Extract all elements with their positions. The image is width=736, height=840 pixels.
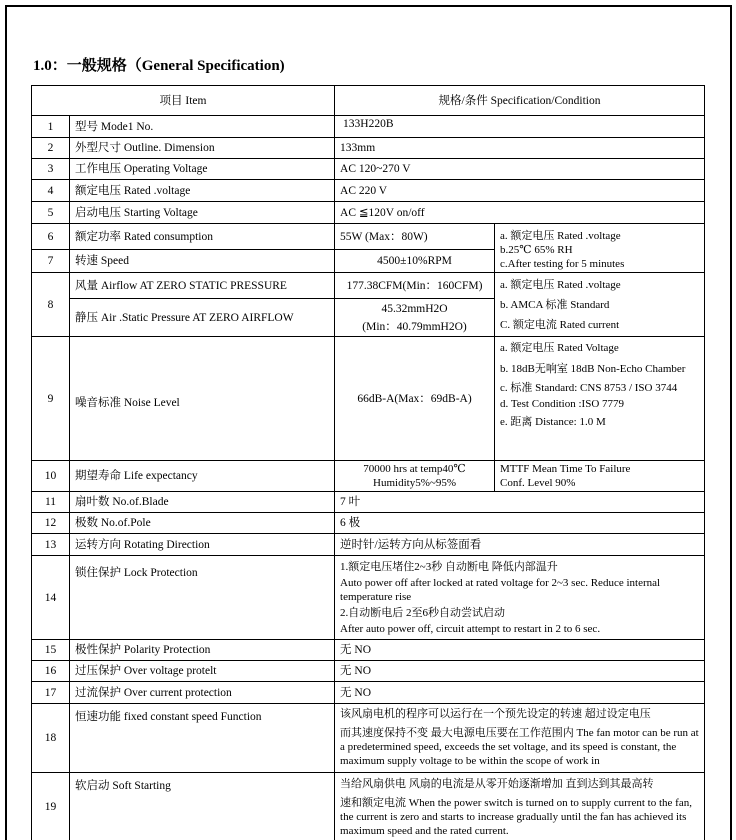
note-line: Conf. Level 90% (500, 477, 576, 489)
spec-line: 速和额定电流 When the power switch is turned on to supply current to the fan, the current is zero and starts to increase gradually until the fan has achieved its maximum speed and the rated current. (340, 797, 692, 837)
row-spec: 6 极 (335, 513, 705, 534)
row-item: 风量 Airflow AT ZERO STATIC PRESSURE (70, 273, 335, 299)
spec-line: 70000 hrs at temp40℃ (363, 463, 466, 475)
row-number: 2 (32, 138, 70, 159)
spec-line: Auto power off after locked at rated voltage for 2~3 sec. Reduce internal temperature rise (340, 576, 661, 603)
table-header-row (32, 86, 705, 116)
spec-line: 该风扇电机的程序可以运行在一个预先设定的转速 超过设定电压 (340, 708, 651, 720)
row-spec: 55W (Max：80W) (335, 224, 495, 250)
row-note (495, 337, 705, 461)
row-spec (335, 299, 495, 337)
row-spec: 133H220B (335, 116, 705, 138)
row-number: 10 (32, 461, 70, 492)
row-spec: 无 NO (335, 661, 705, 682)
table-row (32, 492, 705, 513)
row-number: 14 (32, 556, 70, 640)
note-line: a. 额定电压 Rated .voltage (500, 230, 621, 242)
row-item: 静压 Air .Static Pressure AT ZERO AIRFLOW (70, 299, 335, 337)
row-item: 工作电压 Operating Voltage (70, 159, 335, 180)
row-note (495, 461, 705, 492)
table-row (32, 513, 705, 534)
spec-line: 当给风扇供电 风扇的电流是从零开始逐渐增加 直到达到其最高转 (340, 778, 654, 790)
note-line: e. 距离 Distance: 1.0 M (500, 416, 606, 428)
note-line: MTTF Mean Time To Failure (500, 463, 631, 475)
row-spec: 无 NO (335, 640, 705, 661)
row-spec: AC ≦120V on/off (335, 202, 705, 224)
row-spec (335, 773, 705, 840)
row-item: 额定电压 Rated .voltage (70, 180, 335, 202)
spec-line: After auto power off, circuit attempt to restart in 2 to 6 sec. (340, 622, 601, 635)
row-item: 运转方向 Rotating Direction (70, 534, 335, 556)
row-spec (335, 704, 705, 773)
table-row (32, 138, 705, 159)
spec-line: 45.32mmH2O (381, 302, 448, 315)
note-line: b.25℃ 65% RH (500, 244, 573, 256)
row-item: 噪音标准 Noise Level (70, 337, 335, 461)
row-number: 17 (32, 682, 70, 704)
note-line: b. AMCA 标准 Standard (500, 298, 610, 311)
table-row (32, 534, 705, 556)
row-number: 18 (32, 704, 70, 773)
header-item: 项目 Item (32, 86, 335, 116)
row-item: 外型尺寸 Outline. Dimension (70, 138, 335, 159)
row-spec: 无 NO (335, 682, 705, 704)
table-row (32, 116, 705, 138)
row-number: 3 (32, 159, 70, 180)
row-item: 过流保护 Over current protection (70, 682, 335, 704)
section-number: 1.0： (33, 58, 67, 74)
row-spec (335, 461, 495, 492)
table-row (32, 202, 705, 224)
row-item: 期望寿命 Life expectancy (70, 461, 335, 492)
row-item: 恒速功能 fixed constant speed Function (70, 704, 335, 773)
row-number: 16 (32, 661, 70, 682)
table-row (32, 224, 705, 250)
row-item: 扇叶数 No.of.Blade (70, 492, 335, 513)
table-row (32, 159, 705, 180)
row-item: 软启动 Soft Starting (70, 773, 335, 840)
row-number: 1 (32, 116, 70, 138)
row-item: 启动电压 Starting Voltage (70, 202, 335, 224)
spec-table (31, 85, 705, 840)
row-number: 13 (32, 534, 70, 556)
row-item: 转速 Speed (70, 250, 335, 273)
row-number: 8 (32, 273, 70, 337)
row-number: 19 (32, 773, 70, 840)
spec-line: (Min：40.79mmH2O) (362, 320, 467, 333)
table-row (32, 682, 705, 704)
row-note (495, 273, 705, 337)
table-row (32, 704, 705, 773)
spec-line: Humidity5%~95% (373, 477, 456, 489)
table-row (32, 273, 705, 299)
section-title: 一般规格（General Specification) (66, 58, 285, 74)
row-number: 12 (32, 513, 70, 534)
note-line: c.After testing for 5 minutes (500, 258, 625, 270)
row-spec: 66dB-A(Max：69dB-A) (335, 337, 495, 461)
row-number: 7 (32, 250, 70, 273)
row-spec (335, 556, 705, 640)
row-item: 锁住保护 Lock Protection (70, 556, 335, 640)
row-item: 极数 No.of.Pole (70, 513, 335, 534)
row-number: 11 (32, 492, 70, 513)
row-number: 6 (32, 224, 70, 250)
row-number: 4 (32, 180, 70, 202)
note-line: c. 标准 Standard: CNS 8753 / ISO 3744 (500, 382, 678, 394)
table-row (32, 661, 705, 682)
row-spec: 133mm (335, 138, 705, 159)
spec-line: 1.额定电压堵住2~3秒 自动断电 降低内部温升 (340, 560, 558, 573)
row-spec: AC 220 V (335, 180, 705, 202)
row-spec: 7 叶 (335, 492, 705, 513)
row-item: 额定功率 Rated consumption (70, 224, 335, 250)
row-number: 15 (32, 640, 70, 661)
table-row (32, 180, 705, 202)
spec-line: 2.自动断电后 2至6秒自动尝试启动 (340, 606, 506, 619)
row-item: 过压保护 Over voltage protelt (70, 661, 335, 682)
row-spec: 177.38CFM(Min：160CFM) (335, 273, 495, 299)
table-row (32, 461, 705, 492)
note-line: a. 额定电压 Rated .voltage (500, 278, 621, 291)
row-number: 9 (32, 337, 70, 461)
note-line: a. 额定电压 Rated Voltage (500, 342, 619, 354)
row-number: 5 (32, 202, 70, 224)
row-item: 型号 Mode1 No. (70, 116, 335, 138)
note-line: C. 额定电流 Rated current (500, 318, 620, 331)
section-heading (33, 54, 285, 75)
spec-line: 而其速度保持不变 最大电源电压要在工作范围内 The fan motor can be run at a predetermined speed, exceeds the set voltage, and its speed is constant, the maximum supply voltage to be within the scope of work in (340, 727, 699, 767)
header-spec: 规格/条件 Specification/Condition (335, 86, 705, 116)
table-row (32, 337, 705, 461)
row-spec: AC 120~270 V (335, 159, 705, 180)
row-spec: 逆时针/运转方向从标签面看 (335, 534, 705, 556)
table-row (32, 640, 705, 661)
note-line: d. Test Condition :ISO 7779 (500, 398, 625, 410)
row-spec: 4500±10%RPM (335, 250, 495, 273)
row-item: 极性保护 Polarity Protection (70, 640, 335, 661)
note-line: b. 18dB无响室 18dB Non-Echo Chamber (500, 363, 686, 375)
row-note (495, 224, 705, 273)
table-row (32, 773, 705, 840)
table-row (32, 556, 705, 640)
